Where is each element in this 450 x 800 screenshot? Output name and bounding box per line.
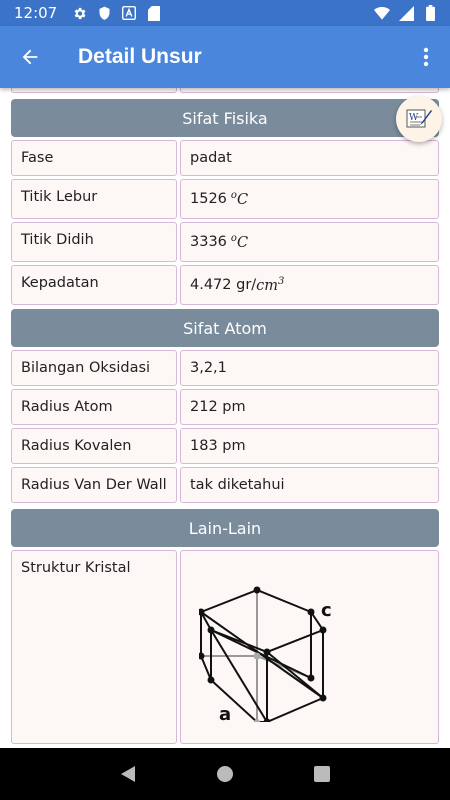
label-titik-didih: Titik Didih xyxy=(11,222,177,262)
recents-square-icon xyxy=(314,766,330,782)
hexagonal-crystal-structure-image xyxy=(199,572,349,722)
svg-text:W: W xyxy=(409,113,419,123)
nav-back-button[interactable] xyxy=(108,754,148,794)
back-triangle-icon xyxy=(119,765,137,783)
nav-home-button[interactable] xyxy=(205,754,245,794)
detail-content[interactable] xyxy=(0,88,450,748)
shield-icon xyxy=(96,5,112,21)
value-radius-van-der-wall: tak diketahui xyxy=(180,467,439,503)
more-vert-icon xyxy=(423,47,429,67)
kepadatan-number: 4.472 gr/ xyxy=(190,277,257,293)
value-radius-kovalen: 183 pm xyxy=(180,428,439,464)
titik-didih-unit: $^o$C xyxy=(230,233,249,251)
app-bar xyxy=(0,26,450,88)
status-icons-left xyxy=(71,5,162,21)
a-box-icon xyxy=(121,5,137,21)
titik-lebur-number: 1526 xyxy=(190,191,227,207)
back-button[interactable] xyxy=(0,26,60,88)
edit-document-fab[interactable] xyxy=(396,96,442,142)
kepadatan-unit: $cm^3$ xyxy=(256,276,285,294)
value-titik-lebur xyxy=(180,179,439,219)
label-radius-atom: Radius Atom xyxy=(11,389,177,425)
label-fase: Fase xyxy=(11,140,177,176)
label-kepadatan: Kepadatan xyxy=(11,265,177,305)
battery-icon xyxy=(422,5,438,21)
label-bilangan-oksidasi: Bilangan Oksidasi xyxy=(11,350,177,386)
section-header-lain-lain: Lain-Lain xyxy=(11,509,439,547)
previous-row-label xyxy=(11,88,177,93)
label-radius-kovalen: Radius Kovalen xyxy=(11,428,177,464)
label-titik-lebur: Titik Lebur xyxy=(11,179,177,219)
home-circle-icon xyxy=(216,765,234,783)
label-struktur-kristal: Struktur Kristal xyxy=(11,550,177,744)
gear-icon xyxy=(71,5,87,21)
page-title: Detail Unsur xyxy=(78,45,202,68)
label-radius-van-der-wall: Radius Van Der Wall xyxy=(11,467,177,503)
titik-lebur-unit: $^o$C xyxy=(230,190,249,208)
status-icons-right xyxy=(374,5,438,21)
value-fase: padat xyxy=(180,140,439,176)
svg-text:c: c xyxy=(321,600,332,621)
edit-document-icon xyxy=(405,107,433,131)
more-options-button[interactable] xyxy=(402,26,450,88)
value-bilangan-oksidasi: 3,2,1 xyxy=(180,350,439,386)
titik-didih-number: 3336 xyxy=(190,234,227,250)
system-nav-bar xyxy=(0,748,450,800)
status-bar xyxy=(0,0,450,26)
nav-recents-button[interactable] xyxy=(302,754,342,794)
sd-card-icon xyxy=(146,5,162,21)
section-header-sifat-fisika: Sifat Fisika xyxy=(11,99,439,137)
value-kepadatan xyxy=(180,265,439,305)
status-time: 12:07 xyxy=(14,4,58,22)
previous-row-value xyxy=(180,88,439,93)
value-titik-didih xyxy=(180,222,439,262)
wifi-icon xyxy=(374,5,390,21)
section-header-sifat-atom: Sifat Atom xyxy=(11,309,439,347)
arrow-back-icon xyxy=(19,46,41,68)
signal-icon xyxy=(398,5,414,21)
value-struktur-kristal xyxy=(180,550,439,744)
svg-text:a: a xyxy=(219,704,232,722)
value-radius-atom: 212 pm xyxy=(180,389,439,425)
